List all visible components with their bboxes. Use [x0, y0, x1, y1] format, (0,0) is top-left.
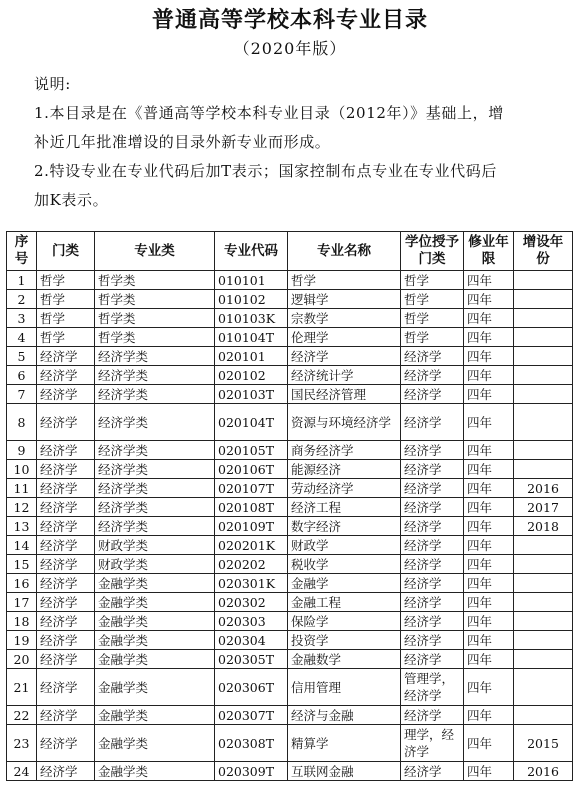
cell-major-name: 金融工程 — [288, 593, 401, 612]
cell-study-duration: 四年 — [464, 631, 514, 650]
cell-study-duration: 四年 — [464, 347, 514, 366]
table-body — [7, 271, 573, 781]
cell-study-duration: 四年 — [464, 328, 514, 347]
cell-major-name: 精算学 — [288, 725, 401, 762]
cell-major-name: 经济工程 — [288, 498, 401, 517]
cell-degree-category: 经济学 — [401, 555, 464, 574]
cell-major-code: 010103K — [215, 309, 288, 328]
cell-major-code: 020108T — [215, 498, 288, 517]
cell-year-added — [514, 309, 573, 328]
cell-major-name: 保险学 — [288, 612, 401, 631]
header-major-code: 专业代码 — [215, 232, 288, 271]
document-title: 普通高等学校本科专业目录 — [151, 7, 428, 33]
cell-major-class: 经济学类 — [95, 347, 215, 366]
header-index: 序号 — [7, 232, 37, 271]
cell-index: 21 — [7, 669, 37, 706]
cell-study-duration: 四年 — [464, 574, 514, 593]
cell-index: 19 — [7, 631, 37, 650]
notes-heading: 说明: — [34, 75, 71, 93]
cell-degree-category: 经济学 — [401, 706, 464, 725]
cell-study-duration: 四年 — [464, 593, 514, 612]
cell-major-class: 哲学类 — [95, 290, 215, 309]
cell-major-name: 能源经济 — [288, 460, 401, 479]
table-row — [7, 460, 573, 479]
cell-major-code: 010104T — [215, 328, 288, 347]
cell-study-duration: 四年 — [464, 669, 514, 706]
cell-major-name: 伦理学 — [288, 328, 401, 347]
cell-category: 经济学 — [37, 498, 95, 517]
cell-degree-category: 经济学 — [401, 479, 464, 498]
cell-year-added: 2015 — [514, 725, 573, 762]
cell-year-added — [514, 631, 573, 650]
cell-major-code: 020304 — [215, 631, 288, 650]
cell-study-duration: 四年 — [464, 498, 514, 517]
cell-major-name: 商务经济学 — [288, 441, 401, 460]
cell-degree-category: 经济学 — [401, 366, 464, 385]
cell-category: 哲学 — [37, 309, 95, 328]
cell-major-class: 经济学类 — [95, 479, 215, 498]
cell-major-name: 劳动经济学 — [288, 479, 401, 498]
cell-degree-category: 经济学 — [401, 404, 464, 441]
cell-degree-category: 经济学 — [401, 460, 464, 479]
cell-index: 18 — [7, 612, 37, 631]
cell-major-code: 020106T — [215, 460, 288, 479]
cell-major-class: 金融学类 — [95, 725, 215, 762]
cell-study-duration: 四年 — [464, 517, 514, 536]
cell-study-duration: 四年 — [464, 441, 514, 460]
cell-category: 经济学 — [37, 366, 95, 385]
cell-study-duration: 四年 — [464, 650, 514, 669]
cell-year-added — [514, 347, 573, 366]
cell-index: 16 — [7, 574, 37, 593]
cell-degree-category: 经济学 — [401, 347, 464, 366]
cell-category: 经济学 — [37, 460, 95, 479]
cell-category: 经济学 — [37, 404, 95, 441]
cell-year-added — [514, 460, 573, 479]
table-row — [7, 517, 573, 536]
cell-index: 24 — [7, 762, 37, 781]
cell-year-added: 2018 — [514, 517, 573, 536]
cell-degree-category: 经济学 — [401, 593, 464, 612]
cell-major-class: 金融学类 — [95, 593, 215, 612]
cell-category: 哲学 — [37, 271, 95, 290]
table-row — [7, 555, 573, 574]
cell-major-name: 逻辑学 — [288, 290, 401, 309]
table-row — [7, 612, 573, 631]
cell-major-code: 020104T — [215, 404, 288, 441]
cell-index: 23 — [7, 725, 37, 762]
cell-category: 经济学 — [37, 574, 95, 593]
cell-study-duration: 四年 — [464, 366, 514, 385]
table-row — [7, 385, 573, 404]
cell-degree-category: 经济学 — [401, 441, 464, 460]
header-major-name: 专业名称 — [288, 232, 401, 271]
cell-major-code: 020306T — [215, 669, 288, 706]
cell-study-duration: 四年 — [464, 706, 514, 725]
cell-study-duration: 四年 — [464, 385, 514, 404]
cell-category: 经济学 — [37, 612, 95, 631]
cell-major-name: 经济统计学 — [288, 366, 401, 385]
cell-major-class: 经济学类 — [95, 441, 215, 460]
cell-year-added — [514, 669, 573, 706]
cell-category: 经济学 — [37, 555, 95, 574]
cell-year-added — [514, 650, 573, 669]
cell-major-name: 资源与环境经济学 — [288, 404, 401, 441]
table-row — [7, 290, 573, 309]
cell-year-added — [514, 290, 573, 309]
header-year-added: 增设年份 — [514, 232, 573, 271]
table-row — [7, 479, 573, 498]
cell-major-code: 020103T — [215, 385, 288, 404]
cell-study-duration: 四年 — [464, 555, 514, 574]
cell-major-class: 金融学类 — [95, 574, 215, 593]
cell-major-class: 财政学类 — [95, 536, 215, 555]
document-subtitle: （2020年版） — [233, 39, 347, 58]
cell-major-name: 哲学 — [288, 271, 401, 290]
table-row — [7, 574, 573, 593]
cell-major-code: 020309T — [215, 762, 288, 781]
notes-line-2: 补近几年批准增设的目录外新专业而形成。 — [34, 133, 331, 151]
cell-category: 经济学 — [37, 517, 95, 536]
cell-index: 7 — [7, 385, 37, 404]
cell-year-added — [514, 328, 573, 347]
cell-year-added — [514, 385, 573, 404]
cell-major-code: 020308T — [215, 725, 288, 762]
cell-year-added: 2017 — [514, 498, 573, 517]
cell-degree-category: 经济学 — [401, 536, 464, 555]
cell-degree-category: 经济学 — [401, 631, 464, 650]
cell-major-name: 财政学 — [288, 536, 401, 555]
cell-index: 9 — [7, 441, 37, 460]
cell-major-name: 国民经济管理 — [288, 385, 401, 404]
cell-index: 6 — [7, 366, 37, 385]
cell-category: 哲学 — [37, 290, 95, 309]
cell-year-added: 2016 — [514, 479, 573, 498]
cell-major-class: 经济学类 — [95, 498, 215, 517]
cell-major-code: 010102 — [215, 290, 288, 309]
cell-category: 哲学 — [37, 328, 95, 347]
cell-major-code: 020301K — [215, 574, 288, 593]
table-row — [7, 328, 573, 347]
cell-index: 10 — [7, 460, 37, 479]
cell-major-code: 020307T — [215, 706, 288, 725]
cell-study-duration: 四年 — [464, 271, 514, 290]
cell-year-added — [514, 404, 573, 441]
cell-degree-category: 哲学 — [401, 328, 464, 347]
cell-year-added — [514, 593, 573, 612]
notes-line-4: 加K表示。 — [34, 191, 109, 209]
cell-degree-category: 经济学 — [401, 498, 464, 517]
table-row — [7, 366, 573, 385]
cell-major-class: 经济学类 — [95, 517, 215, 536]
cell-major-class: 哲学类 — [95, 328, 215, 347]
cell-category: 经济学 — [37, 669, 95, 706]
cell-category: 经济学 — [37, 479, 95, 498]
cell-degree-category: 哲学 — [401, 309, 464, 328]
cell-index: 22 — [7, 706, 37, 725]
table-row — [7, 593, 573, 612]
cell-category: 经济学 — [37, 725, 95, 762]
table-row — [7, 725, 573, 762]
table-row — [7, 347, 573, 366]
cell-category: 经济学 — [37, 536, 95, 555]
cell-study-duration: 四年 — [464, 309, 514, 328]
cell-major-class: 经济学类 — [95, 366, 215, 385]
cell-degree-category: 哲学 — [401, 290, 464, 309]
cell-degree-category: 哲学 — [401, 271, 464, 290]
cell-degree-category: 经济学 — [401, 762, 464, 781]
cell-major-name: 金融数学 — [288, 650, 401, 669]
cell-major-class: 金融学类 — [95, 669, 215, 706]
cell-index: 17 — [7, 593, 37, 612]
cell-major-code: 010101 — [215, 271, 288, 290]
cell-major-name: 经济学 — [288, 347, 401, 366]
table-header-row — [7, 232, 573, 271]
cell-index: 15 — [7, 555, 37, 574]
cell-study-duration: 四年 — [464, 536, 514, 555]
header-major-class: 专业类 — [95, 232, 215, 271]
major-catalog-table — [6, 231, 573, 781]
cell-major-name: 数字经济 — [288, 517, 401, 536]
cell-degree-category: 经济学 — [401, 385, 464, 404]
cell-index: 4 — [7, 328, 37, 347]
table-row — [7, 498, 573, 517]
cell-major-code: 020201K — [215, 536, 288, 555]
table-row — [7, 631, 573, 650]
header-category: 门类 — [37, 232, 95, 271]
cell-degree-category: 经济学 — [401, 650, 464, 669]
cell-index: 14 — [7, 536, 37, 555]
cell-major-name: 投资学 — [288, 631, 401, 650]
cell-category: 经济学 — [37, 441, 95, 460]
cell-major-class: 哲学类 — [95, 271, 215, 290]
cell-major-name: 信用管理 — [288, 669, 401, 706]
cell-index: 1 — [7, 271, 37, 290]
cell-major-name: 互联网金融 — [288, 762, 401, 781]
cell-major-code: 020105T — [215, 441, 288, 460]
cell-year-added — [514, 366, 573, 385]
table-row — [7, 271, 573, 290]
cell-degree-category: 管理学，经济学 — [401, 669, 464, 706]
table-row — [7, 536, 573, 555]
cell-degree-category: 经济学 — [401, 612, 464, 631]
cell-index: 11 — [7, 479, 37, 498]
cell-major-code: 020202 — [215, 555, 288, 574]
cell-index: 13 — [7, 517, 37, 536]
table-row — [7, 669, 573, 706]
cell-category: 经济学 — [37, 631, 95, 650]
cell-year-added — [514, 536, 573, 555]
cell-year-added — [514, 612, 573, 631]
cell-degree-category: 理学，经济学 — [401, 725, 464, 762]
cell-major-code: 020101 — [215, 347, 288, 366]
table-row — [7, 650, 573, 669]
cell-study-duration: 四年 — [464, 612, 514, 631]
cell-category: 经济学 — [37, 762, 95, 781]
cell-index: 12 — [7, 498, 37, 517]
notes-section — [34, 70, 554, 215]
notes-line-3: 2.特设专业在专业代码后加T表示；国家控制布点专业在专业代码后 — [34, 162, 497, 180]
cell-major-code: 020305T — [215, 650, 288, 669]
cell-major-name: 经济与金融 — [288, 706, 401, 725]
cell-major-class: 经济学类 — [95, 385, 215, 404]
cell-study-duration: 四年 — [464, 479, 514, 498]
cell-major-class: 经济学类 — [95, 460, 215, 479]
cell-major-class: 哲学类 — [95, 309, 215, 328]
cell-study-duration: 四年 — [464, 404, 514, 441]
cell-category: 经济学 — [37, 650, 95, 669]
table-row — [7, 309, 573, 328]
cell-major-class: 财政学类 — [95, 555, 215, 574]
cell-category: 经济学 — [37, 593, 95, 612]
cell-major-code: 020109T — [215, 517, 288, 536]
cell-year-added — [514, 706, 573, 725]
cell-major-code: 020107T — [215, 479, 288, 498]
cell-degree-category: 经济学 — [401, 574, 464, 593]
cell-major-class: 金融学类 — [95, 612, 215, 631]
cell-category: 经济学 — [37, 385, 95, 404]
header-degree-category: 学位授予门类 — [401, 232, 464, 271]
cell-year-added — [514, 574, 573, 593]
table-row — [7, 441, 573, 460]
cell-year-added — [514, 555, 573, 574]
cell-study-duration: 四年 — [464, 290, 514, 309]
table-row — [7, 706, 573, 725]
cell-degree-category: 经济学 — [401, 517, 464, 536]
cell-major-name: 宗教学 — [288, 309, 401, 328]
cell-year-added: 2016 — [514, 762, 573, 781]
cell-index: 3 — [7, 309, 37, 328]
cell-study-duration: 四年 — [464, 725, 514, 762]
cell-year-added — [514, 441, 573, 460]
cell-major-name: 金融学 — [288, 574, 401, 593]
cell-index: 20 — [7, 650, 37, 669]
cell-major-class: 金融学类 — [95, 762, 215, 781]
cell-major-code: 020102 — [215, 366, 288, 385]
cell-index: 8 — [7, 404, 37, 441]
header-study-duration: 修业年限 — [464, 232, 514, 271]
cell-year-added — [514, 271, 573, 290]
cell-study-duration: 四年 — [464, 460, 514, 479]
cell-major-class: 经济学类 — [95, 404, 215, 441]
cell-index: 5 — [7, 347, 37, 366]
cell-major-class: 金融学类 — [95, 650, 215, 669]
table-row — [7, 404, 573, 441]
cell-major-class: 金融学类 — [95, 706, 215, 725]
cell-major-class: 金融学类 — [95, 631, 215, 650]
cell-index: 2 — [7, 290, 37, 309]
table-row — [7, 762, 573, 781]
cell-major-code: 020302 — [215, 593, 288, 612]
notes-line-1: 1.本目录是在《普通高等学校本科专业目录（2012年）》基础上，增 — [34, 104, 504, 122]
cell-category: 经济学 — [37, 347, 95, 366]
cell-category: 经济学 — [37, 706, 95, 725]
cell-major-name: 税收学 — [288, 555, 401, 574]
cell-major-code: 020303 — [215, 612, 288, 631]
cell-study-duration: 四年 — [464, 762, 514, 781]
